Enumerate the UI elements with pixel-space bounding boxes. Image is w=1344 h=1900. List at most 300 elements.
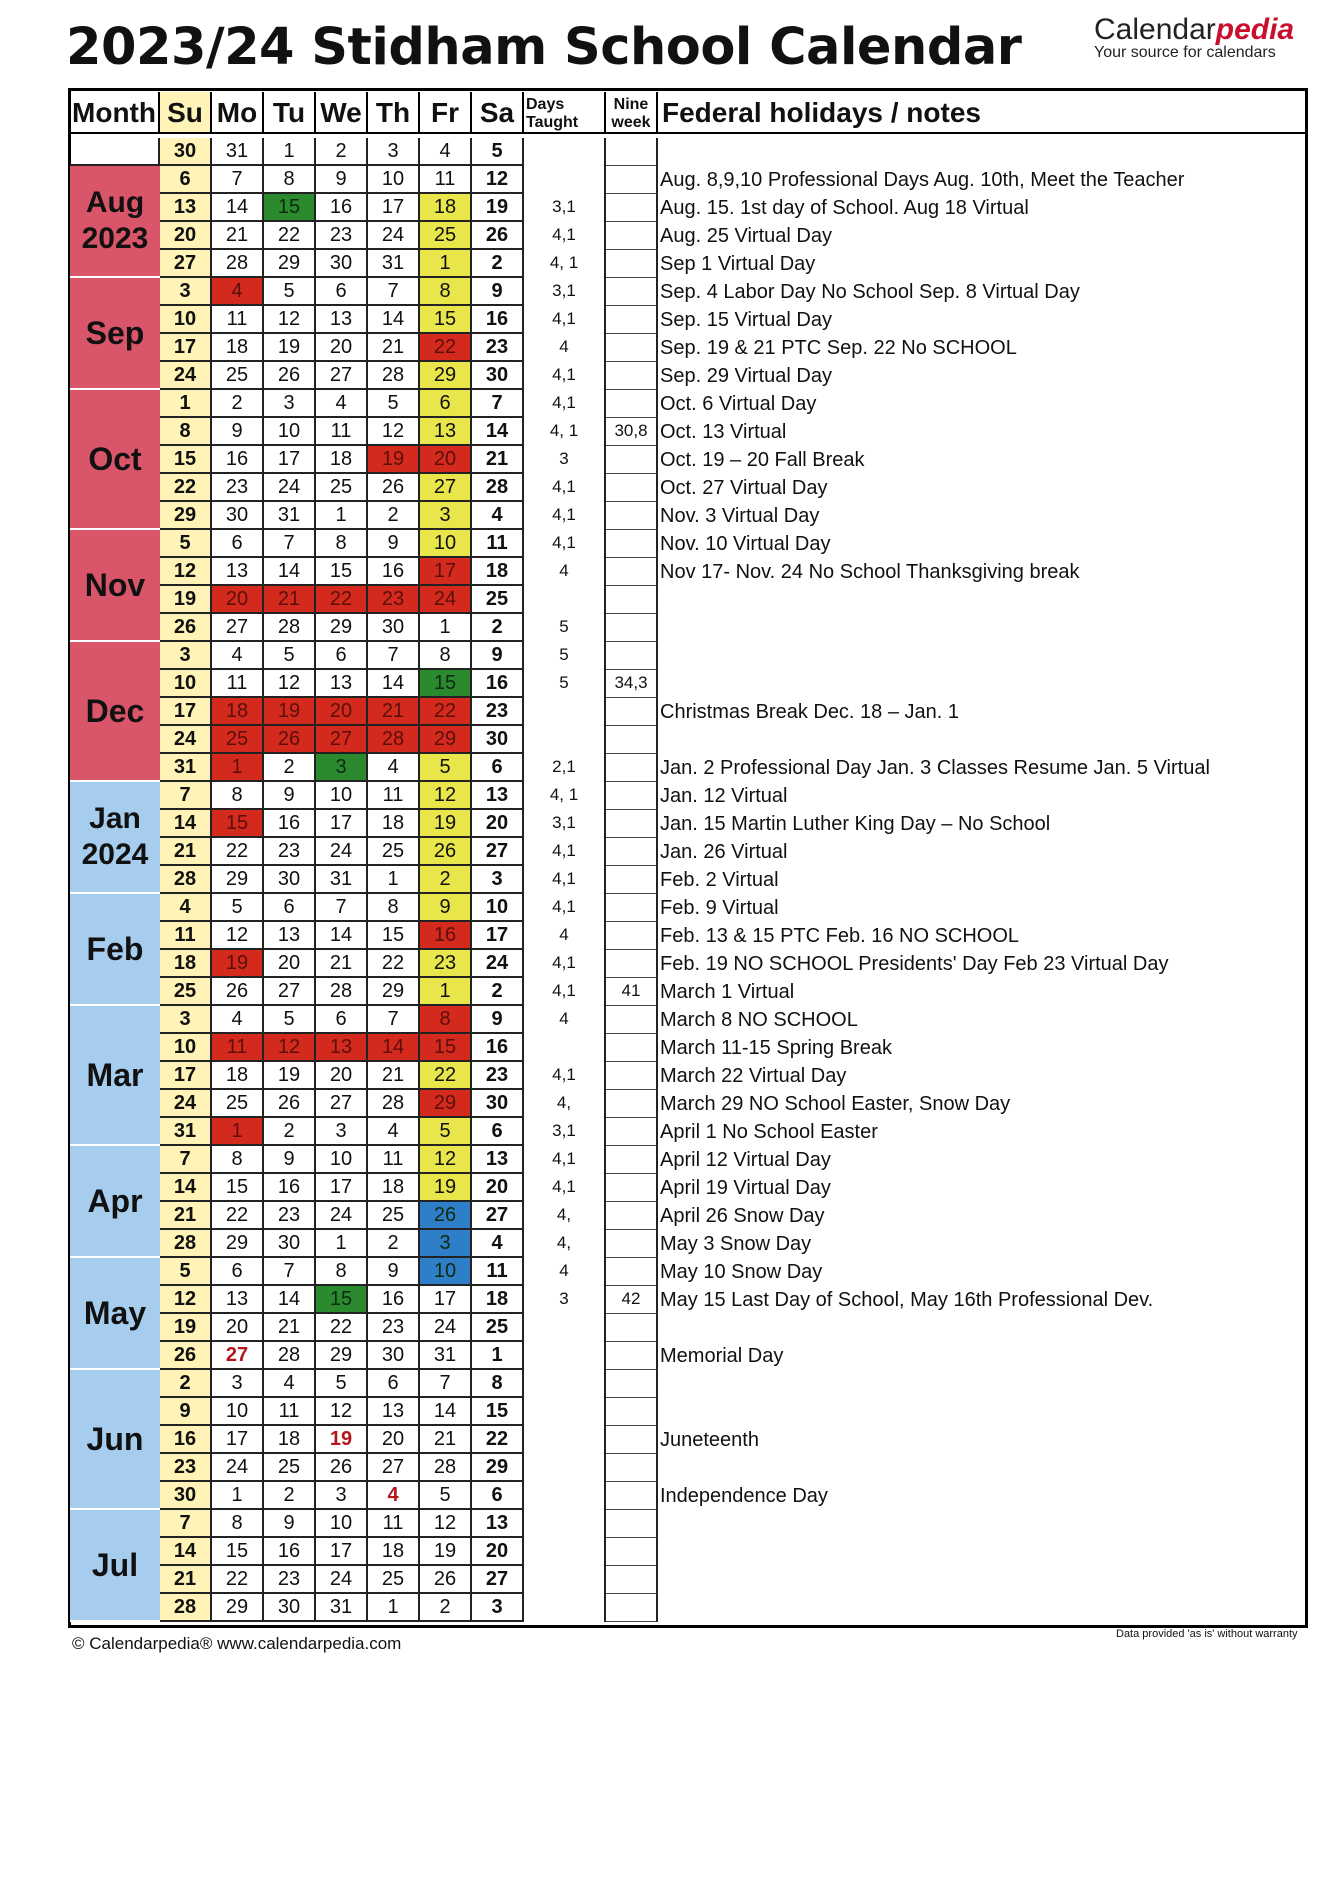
note-text: April 1 No School Easter [660,1121,878,1143]
day-cell: 7 [264,1258,316,1286]
day-cell: 11 [472,530,524,558]
day-cell: 2 [160,1370,212,1398]
day-cell: 19 [264,1062,316,1090]
day-cell: 16 [420,922,472,950]
note-text [658,670,1310,698]
day-cell: 26 [264,362,316,390]
day-cell: 20 [472,1538,524,1566]
days-taught-cell [524,1314,606,1342]
nine-week-cell [606,306,658,334]
day-cell: 8 [420,642,472,670]
day-cell: 17 [316,810,368,838]
header-rule [68,132,1308,134]
nine-week-cell [606,390,658,418]
day-cell: 14 [160,810,212,838]
day-cell: 25 [368,1202,420,1230]
note-text [658,1566,1310,1594]
day-cell: 12 [472,166,524,194]
day-cell: 25 [472,1314,524,1342]
days-taught-cell: 3,1 [524,1118,606,1146]
day-cell: 26 [472,222,524,250]
nine-week-cell [606,222,658,250]
day-cell: 30 [472,362,524,390]
nine-week-cell [606,250,658,278]
note-text [658,1398,1310,1426]
day-cell: 2 [420,866,472,894]
day-cell: 21 [264,586,316,614]
day-cell: 13 [316,306,368,334]
nine-week-cell [606,1398,658,1426]
day-cell: 11 [368,1146,420,1174]
header-days-taught: Days Taught [524,92,606,134]
day-cell: 17 [316,1538,368,1566]
day-cell: 9 [420,894,472,922]
day-cell: 24 [160,362,212,390]
day-cell: 25 [264,1454,316,1482]
day-cell: 24 [316,838,368,866]
header-day-su: Su [160,92,212,134]
day-cell: 22 [472,1426,524,1454]
day-cell: 16 [264,1538,316,1566]
day-cell: 19 [420,1538,472,1566]
day-cell: 18 [212,1062,264,1090]
nine-week-cell [606,1258,658,1286]
day-cell: 9 [264,782,316,810]
day-cell: 10 [316,1146,368,1174]
day-cell: 18 [472,558,524,586]
day-cell: 19 [472,194,524,222]
note-text: April 19 Virtual Day [660,1177,831,1199]
day-cell: 2 [472,978,524,1006]
day-cell: 11 [212,670,264,698]
day-cell: 22 [212,1202,264,1230]
day-cell: 3 [420,1230,472,1258]
note-text: March 11-15 Spring Break [660,1037,892,1059]
day-cell: 6 [316,642,368,670]
day-cell: 25 [472,586,524,614]
days-taught-cell [524,1510,606,1538]
day-cell: 25 [160,978,212,1006]
day-cell: 24 [420,586,472,614]
day-cell: 7 [160,1510,212,1538]
day-cell: 24 [160,1090,212,1118]
nine-week-cell [606,586,658,614]
day-cell: 23 [264,1566,316,1594]
day-cell: 11 [368,1510,420,1538]
day-cell: 2 [472,614,524,642]
days-taught-cell: 3 [524,1286,606,1314]
day-cell: 5 [264,1006,316,1034]
day-cell: 7 [472,390,524,418]
days-taught-cell: 4, [524,1202,606,1230]
day-cell: 24 [368,222,420,250]
day-cell: 21 [368,1062,420,1090]
nine-week-cell [606,642,658,670]
day-cell: 8 [472,1370,524,1398]
day-cell: 27 [264,978,316,1006]
day-cell: 1 [420,978,472,1006]
day-cell: 26 [420,1202,472,1230]
days-taught-cell: 4,1 [524,894,606,922]
day-cell: 2 [368,502,420,530]
days-taught-cell: 4,1 [524,1146,606,1174]
day-cell: 8 [212,1510,264,1538]
header-day-th: Th [368,92,420,134]
day-cell: 1 [420,250,472,278]
nine-week-cell [606,1538,658,1566]
day-cell: 21 [264,1314,316,1342]
day-cell: 4 [212,642,264,670]
day-cell: 6 [472,1482,524,1510]
note-text: Sep. 15 Virtual Day [660,309,832,331]
day-cell: 8 [368,894,420,922]
days-taught-cell: 3,1 [524,278,606,306]
nine-week-cell [606,502,658,530]
day-cell: 9 [316,166,368,194]
day-cell: 27 [160,250,212,278]
day-cell: 12 [160,558,212,586]
day-cell: 12 [160,1286,212,1314]
days-taught-cell: 4 [524,1258,606,1286]
day-cell: 14 [160,1174,212,1202]
days-taught-cell [524,1594,606,1622]
note-text: Feb. 13 & 15 PTC Feb. 16 NO SCHOOL [660,925,1020,947]
day-cell: 14 [368,1034,420,1062]
days-taught-cell [524,1566,606,1594]
day-cell: 14 [368,670,420,698]
day-cell: 25 [212,1090,264,1118]
day-cell: 20 [264,950,316,978]
days-taught-cell: 4 [524,1006,606,1034]
day-cell: 5 [472,138,524,166]
days-taught-cell [524,166,606,194]
nine-week-cell [606,810,658,838]
day-cell: 16 [264,1174,316,1202]
day-cell: 30 [368,614,420,642]
day-cell: 15 [212,1174,264,1202]
day-cell: 6 [368,1370,420,1398]
footer-credit: © Calendarpedia® www.calendarpedia.com [72,1634,402,1653]
day-cell: 6 [472,1118,524,1146]
day-cell: 11 [212,1034,264,1062]
day-cell: 27 [472,1202,524,1230]
day-cell: 6 [316,278,368,306]
day-cell: 23 [212,474,264,502]
day-cell: 1 [368,1594,420,1622]
day-cell: 19 [420,1174,472,1202]
day-cell: 17 [316,1174,368,1202]
day-cell: 30 [160,1482,212,1510]
day-cell: 23 [316,222,368,250]
day-cell: 22 [368,950,420,978]
day-cell: 20 [316,698,368,726]
day-cell: 13 [264,922,316,950]
day-cell: 16 [160,1426,212,1454]
month-label: Sep [70,278,160,390]
day-cell: 23 [472,334,524,362]
day-cell: 15 [264,194,316,222]
day-cell: 20 [420,446,472,474]
day-cell: 17 [420,1286,472,1314]
days-taught-cell: 4, 1 [524,782,606,810]
day-cell: 4 [264,1370,316,1398]
month-label: Mar [70,1006,160,1146]
day-cell: 3 [368,138,420,166]
nine-week-cell [606,1118,658,1146]
day-cell: 20 [368,1426,420,1454]
day-cell: 7 [316,894,368,922]
day-cell: 3 [472,866,524,894]
day-cell: 30 [472,726,524,754]
note-text: March 1 Virtual [660,981,795,1003]
day-cell: 29 [420,1090,472,1118]
day-cell: 11 [212,306,264,334]
logo-tagline: Your source for calendars [1094,44,1276,61]
day-cell: 16 [212,446,264,474]
nine-week-cell [606,1482,658,1510]
days-taught-cell: 3 [524,446,606,474]
days-taught-cell: 3,1 [524,194,606,222]
note-text: Aug. 15. 1st day of School. Aug 18 Virtual [660,197,1029,219]
note-text: Oct. 6 Virtual Day [660,393,817,415]
day-cell: 9 [368,1258,420,1286]
days-taught-cell: 4,1 [524,978,606,1006]
day-cell: 27 [472,838,524,866]
days-taught-cell [524,1482,606,1510]
days-taught-cell: 4,1 [524,222,606,250]
nine-week-cell [606,1202,658,1230]
day-cell: 29 [420,726,472,754]
note-text: March 22 Virtual Day [660,1065,847,1087]
day-cell: 6 [264,894,316,922]
day-cell: 19 [160,586,212,614]
day-cell: 5 [420,1118,472,1146]
day-cell: 4 [420,138,472,166]
nine-week-cell [606,1174,658,1202]
day-cell: 15 [212,810,264,838]
day-cell: 22 [420,334,472,362]
day-cell: 27 [316,362,368,390]
days-taught-cell [524,1538,606,1566]
day-cell: 6 [212,1258,264,1286]
nine-week-cell [606,474,658,502]
day-cell: 5 [264,278,316,306]
day-cell: 9 [472,642,524,670]
day-cell: 1 [212,1482,264,1510]
note-text: Nov. 3 Virtual Day [660,505,820,527]
day-cell: 29 [472,1454,524,1482]
nine-week-cell [606,1062,658,1090]
day-cell: 9 [264,1146,316,1174]
nine-week-cell [606,866,658,894]
day-cell: 20 [212,1314,264,1342]
day-cell: 14 [264,558,316,586]
days-taught-cell [524,1370,606,1398]
day-cell: 20 [160,222,212,250]
nine-week-cell [606,194,658,222]
day-cell: 15 [420,1034,472,1062]
nine-week-cell [606,1454,658,1482]
day-cell: 30 [212,502,264,530]
note-text: April 12 Virtual Day [660,1149,831,1171]
day-cell: 13 [316,1034,368,1062]
nine-week-cell [606,1090,658,1118]
day-cell: 22 [212,1566,264,1594]
nine-week-cell [606,1566,658,1594]
day-cell: 11 [420,166,472,194]
day-cell: 31 [368,250,420,278]
month-label: Aug 2023 [70,166,160,278]
day-cell: 18 [160,950,212,978]
day-cell: 10 [472,894,524,922]
day-cell: 12 [264,670,316,698]
day-cell: 29 [212,866,264,894]
day-cell: 19 [316,1426,368,1454]
day-cell: 24 [264,474,316,502]
days-taught-cell: 4, 1 [524,418,606,446]
day-cell: 18 [368,810,420,838]
nine-week-cell [606,614,658,642]
day-cell: 9 [472,1006,524,1034]
day-cell: 22 [264,222,316,250]
day-cell: 24 [420,1314,472,1342]
header-notes: Federal holidays / notes [662,97,981,128]
day-cell: 1 [316,502,368,530]
day-cell: 18 [472,1286,524,1314]
day-cell: 13 [160,194,212,222]
nine-week-cell [606,1594,658,1622]
day-cell: 24 [316,1202,368,1230]
day-cell: 31 [212,138,264,166]
day-cell: 29 [316,614,368,642]
day-cell: 3 [316,1118,368,1146]
note-text: Oct. 27 Virtual Day [660,477,828,499]
note-text [658,1314,1310,1342]
days-taught-cell [524,138,606,166]
note-text: April 26 Snow Day [660,1205,825,1227]
day-cell: 28 [264,614,316,642]
day-cell: 6 [316,1006,368,1034]
day-cell: 3 [160,1006,212,1034]
day-cell: 21 [368,334,420,362]
day-cell: 1 [472,1342,524,1370]
day-cell: 3 [160,642,212,670]
day-cell: 10 [420,530,472,558]
day-cell: 23 [472,1062,524,1090]
nine-week-cell [606,278,658,306]
days-taught-cell: 4,1 [524,390,606,418]
day-cell: 19 [420,810,472,838]
day-cell: 29 [212,1230,264,1258]
day-cell: 24 [160,726,212,754]
day-cell: 4 [212,278,264,306]
day-cell: 23 [160,1454,212,1482]
month-label: Feb [70,894,160,1006]
month-label: Jan 2024 [70,782,160,894]
days-taught-cell [524,1426,606,1454]
day-cell: 17 [264,446,316,474]
day-cell: 29 [420,362,472,390]
days-taught-cell: 4,1 [524,838,606,866]
day-cell: 16 [264,810,316,838]
note-text [658,726,1310,754]
day-cell: 2 [212,390,264,418]
day-cell: 28 [316,978,368,1006]
day-cell: 18 [264,1426,316,1454]
day-cell: 11 [472,1258,524,1286]
day-cell: 27 [368,1454,420,1482]
day-cell: 29 [160,502,212,530]
day-cell: 7 [368,1006,420,1034]
day-cell: 22 [316,1314,368,1342]
note-text: Christmas Break Dec. 18 – Jan. 1 [660,701,960,723]
day-cell: 3 [316,754,368,782]
day-cell: 7 [264,530,316,558]
days-taught-cell: 5 [524,614,606,642]
day-cell: 8 [212,782,264,810]
day-cell: 31 [316,1594,368,1622]
day-cell: 6 [472,754,524,782]
day-cell: 20 [212,586,264,614]
day-cell: 8 [316,1258,368,1286]
month-label: Jun [70,1370,160,1510]
days-taught-cell: 2,1 [524,754,606,782]
day-cell: 31 [264,502,316,530]
day-cell: 17 [212,1426,264,1454]
day-cell: 28 [368,726,420,754]
day-cell: 16 [472,670,524,698]
nine-week-cell: 41 [606,978,658,1006]
day-cell: 30 [472,1090,524,1118]
day-cell: 7 [368,642,420,670]
note-text: Oct. 13 Virtual [660,421,787,443]
day-cell: 25 [368,838,420,866]
days-taught-cell: 4, [524,1090,606,1118]
days-taught-cell: 3,1 [524,810,606,838]
note-text: May 15 Last Day of School, May 16th Professional Dev. [660,1289,1154,1311]
day-cell: 25 [420,222,472,250]
day-cell: 20 [472,810,524,838]
day-cell: 10 [160,1034,212,1062]
days-taught-cell: 4,1 [524,474,606,502]
day-cell: 8 [316,530,368,558]
note-text: Independence Day [660,1485,828,1507]
day-cell: 15 [420,670,472,698]
day-cell: 10 [264,418,316,446]
day-cell: 19 [264,698,316,726]
day-cell: 5 [160,530,212,558]
nine-week-cell [606,922,658,950]
day-cell: 27 [212,1342,264,1370]
day-cell: 12 [212,922,264,950]
day-cell: 7 [212,166,264,194]
month-label: Oct [70,390,160,530]
day-cell: 1 [368,866,420,894]
day-cell: 16 [368,1286,420,1314]
day-cell: 4 [160,894,212,922]
day-cell: 13 [368,1398,420,1426]
day-cell: 1 [160,390,212,418]
day-cell: 2 [264,1482,316,1510]
day-cell: 28 [472,474,524,502]
day-cell: 25 [368,1566,420,1594]
day-cell: 10 [212,1398,264,1426]
days-taught-cell: 4,1 [524,1174,606,1202]
calendarpedia-logo[interactable] [1094,14,1300,62]
nine-week-cell [606,782,658,810]
day-cell: 10 [316,782,368,810]
day-cell: 30 [264,1230,316,1258]
